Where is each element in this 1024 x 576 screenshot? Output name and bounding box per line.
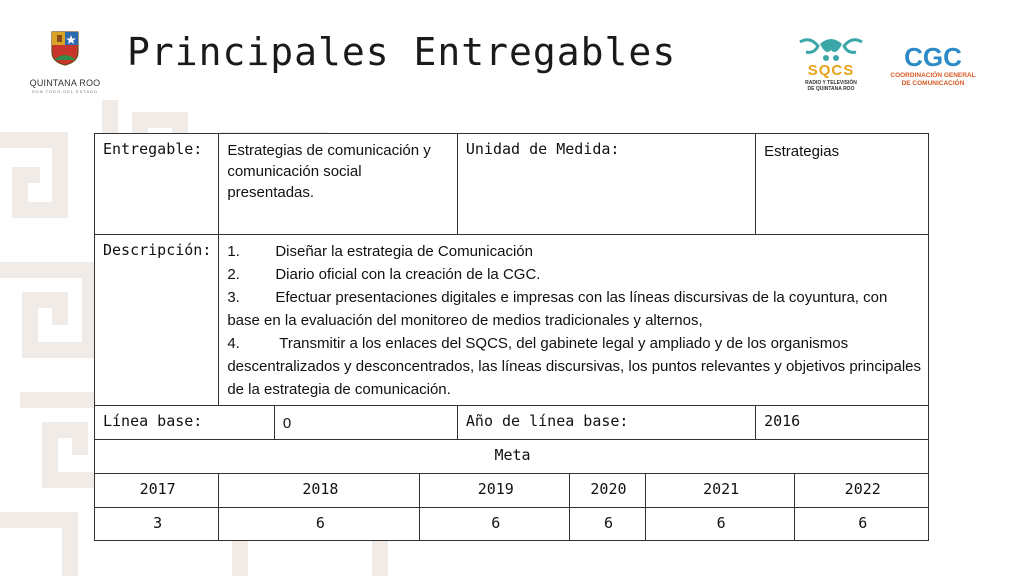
unidad-medida-label: Unidad de Medida:	[457, 134, 755, 235]
anio-linea-base-value: 2016	[756, 406, 929, 440]
item-number: 3.	[227, 289, 240, 306]
descripcion-item	[227, 332, 922, 401]
sqcs-logo	[792, 36, 872, 94]
quintana-roo-wordmark: QUINTANA ROO	[29, 78, 101, 88]
meta-value-cell: 6	[420, 508, 570, 541]
item-text: Diario oficial con la creación de la CGC.	[275, 266, 541, 283]
meta-value-cell: 6	[219, 508, 420, 541]
year-cell: 2020	[570, 474, 646, 508]
table-row-linea-base	[95, 406, 929, 440]
cgc-logo	[878, 42, 988, 92]
year-cell: 2019	[420, 474, 570, 508]
meta-value-cell: 3	[95, 508, 219, 541]
cgc-subtitle-line-1: COORDINACIÓN GENERAL	[890, 72, 976, 79]
table-row-meta-values	[95, 508, 929, 541]
deliverables-table	[94, 133, 929, 541]
unidad-medida-value: Estrategias	[756, 134, 929, 235]
quintana-roo-tagline: SON TODO DEL ESTADO	[31, 89, 99, 94]
meta-value-cell: 6	[795, 508, 929, 541]
quintana-roo-logo	[20, 30, 110, 100]
table-row-years	[95, 474, 929, 508]
meta-value-cell: 6	[645, 508, 795, 541]
year-cell: 2017	[95, 474, 219, 508]
item-text: Diseñar la estrategia de Comunicación	[275, 243, 533, 260]
linea-base-value: 0	[274, 406, 457, 440]
year-cell: 2018	[219, 474, 420, 508]
year-cell: 2021	[645, 474, 795, 508]
descripcion-item	[227, 263, 922, 286]
descripcion-label: Descripción:	[95, 235, 219, 406]
sqcs-subtitle-line-1: RADIO Y TELEVISIÓN	[805, 80, 857, 86]
state-shield-icon	[50, 30, 80, 66]
entregable-label: Entregable:	[95, 134, 219, 235]
item-number: 2.	[227, 266, 240, 283]
page-title: Principales Entregables	[127, 30, 677, 74]
table-row-meta	[95, 440, 929, 474]
descripcion-item	[227, 240, 922, 263]
table-row-descripcion	[95, 235, 929, 406]
sqcs-wordmark: SQCS	[807, 62, 855, 79]
cgc-subtitle-line-2: DE COMUNICACIÓN	[901, 80, 965, 87]
table-row-entregable	[95, 134, 929, 235]
cgc-subtitle	[878, 72, 988, 88]
linea-base-label: Línea base:	[95, 406, 275, 440]
sqcs-emblem-icon	[796, 36, 866, 64]
year-cell: 2022	[795, 474, 929, 508]
entregable-value: Estrategias de comunicación y comunicación social presentadas.	[219, 134, 458, 235]
descripcion-item	[227, 286, 922, 332]
anio-linea-base-label: Año de línea base:	[457, 406, 755, 440]
descripcion-list	[219, 235, 929, 406]
sqcs-subtitle	[792, 80, 870, 92]
item-number: 1.	[227, 243, 240, 260]
item-number: 4.	[227, 335, 240, 352]
meta-value-cell: 6	[570, 508, 646, 541]
sqcs-subtitle-line-2: DE QUINTANA ROO	[807, 86, 855, 92]
cgc-wordmark: CGC	[904, 42, 962, 72]
item-text: Efectuar presentaciones digitales e impresas con las líneas discursivas de la coyuntura, con base en la evaluación del monitoreo de medios tradicionales y alternos,	[227, 289, 888, 329]
item-text: Transmitir a los enlaces del SQCS, del gabinete legal y ampliado y de los organismos descentralizados y desconcentrados, las líneas discursivas, los puntos relevantes y objetivos principales de la estrategia de comunicación.	[227, 335, 922, 398]
meta-label: Meta	[95, 440, 929, 474]
